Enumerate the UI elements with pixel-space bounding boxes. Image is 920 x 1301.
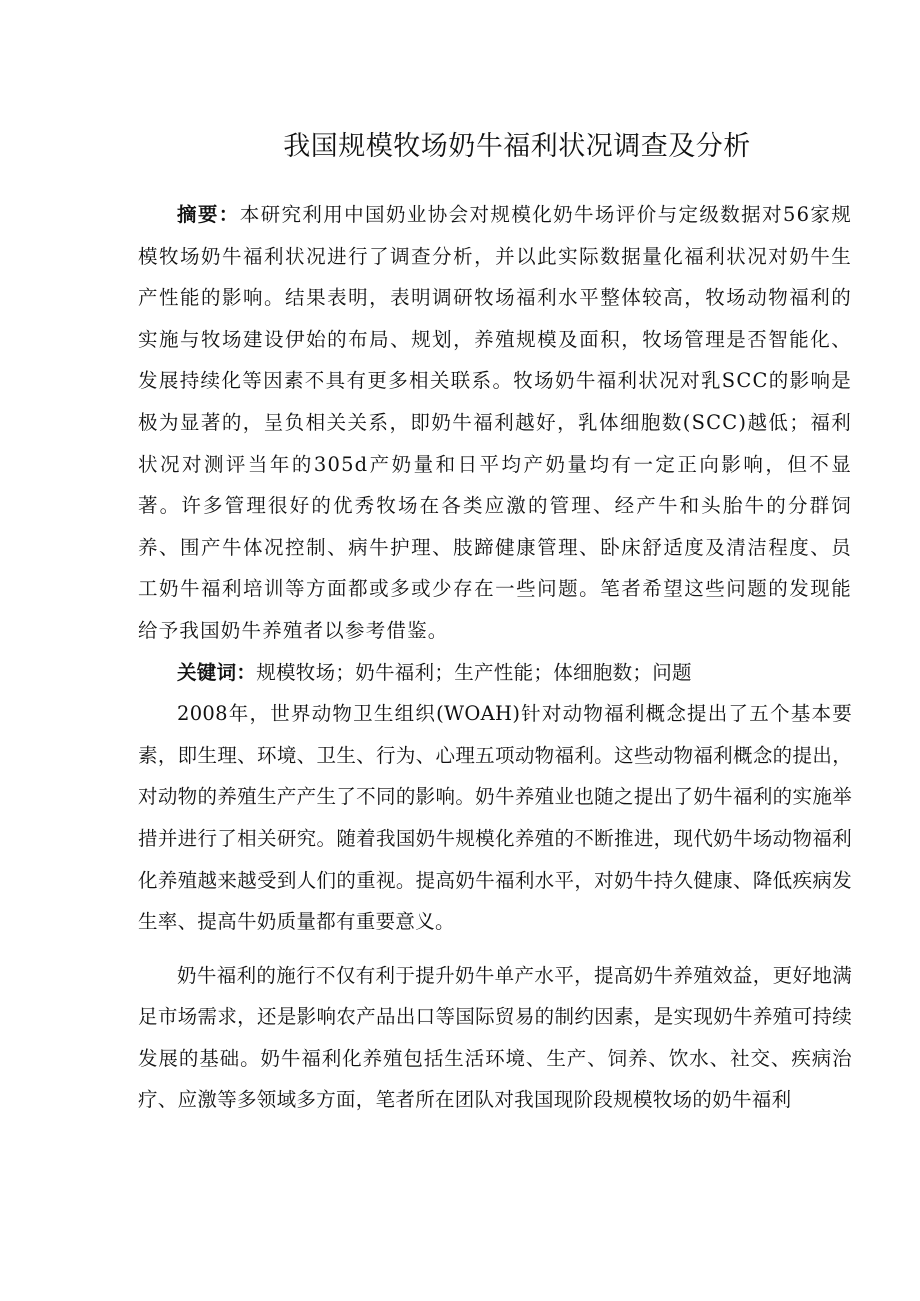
abstract-text: 本研究利用中国奶业协会对规模化奶牛场评价与定级数据对56家规模牧场奶牛福利状况进行了调查分析，并以此实际数据量化福利状况对奶牛生产性能的影响。结果表明，表明调研牧场福利水平整体较高，牧场动物福利的实施与牧场建设伊始的布局、规划，养殖规模及面积，牧场管理是否智能化、发展持续化等因素不具有更多相关联系。牧场奶牛福利状况对乳SCC的影响是极为显著的，呈负相关关系，即奶牛福利越好，乳体细胞数(SCC)越低；福利状况对测评当年的305d产奶量和日平均产奶量均有一定正向影响，但不显著。许多管理很好的优秀牧场在各类应激的管理、经产牛和头胎牛的分群饲养、围产牛体况控制、病牛护理、肢蹄健康管理、卧床舒适度及清洁程度、员工奶牛福利培训等方面都或多或少存在一些问题。笔者希望这些问题的发现能给予我国奶牛养殖者以参考借鉴。 (138, 203, 852, 642)
keywords-label: 关键词： (177, 660, 257, 684)
body-paragraph-1: 2008年，世界动物卫生组织(WOAH)针对动物福利概念提出了五个基本要素，即生理、环境、卫生、行为、心理五项动物福利。这些动物福利概念的提出，对动物的养殖生产产生了不同的影响。奶牛养殖业也随之提出了奶牛福利的实施举措并进行了相关研究。随着我国奶牛规模化养殖的不断推进，现代奶牛场动物福利化养殖越来越受到人们的重视。提高奶牛福利水平，对奶牛持久健康、降低疾病发生率、提高牛奶质量都有重要意义。 (138, 702, 852, 934)
body-paragraph-2: 奶牛福利的施行不仅有利于提升奶牛单产水平，提高奶牛养殖效益，更好地满足市场需求，还是影响农产品出口等国际贸易的制约因素，是实现奶牛养殖可持续发展的基础。奶牛福利化养殖包括生活环境、生产、饲养、饮水、社交、疾病治疗、应激等多领域多方面，笔者所在团队对我国现阶段规模牧场的奶牛福利 (138, 963, 852, 1112)
document-title: 我国规模牧场奶牛福利状况调查及分析 (283, 131, 751, 162)
abstract-paragraph (138, 194, 852, 652)
keywords-text: 规模牧场；奶牛福利；生产性能；体细胞数；问题 (256, 660, 692, 684)
abstract-label: 摘要： (177, 203, 240, 226)
keywords-paragraph (138, 652, 852, 694)
